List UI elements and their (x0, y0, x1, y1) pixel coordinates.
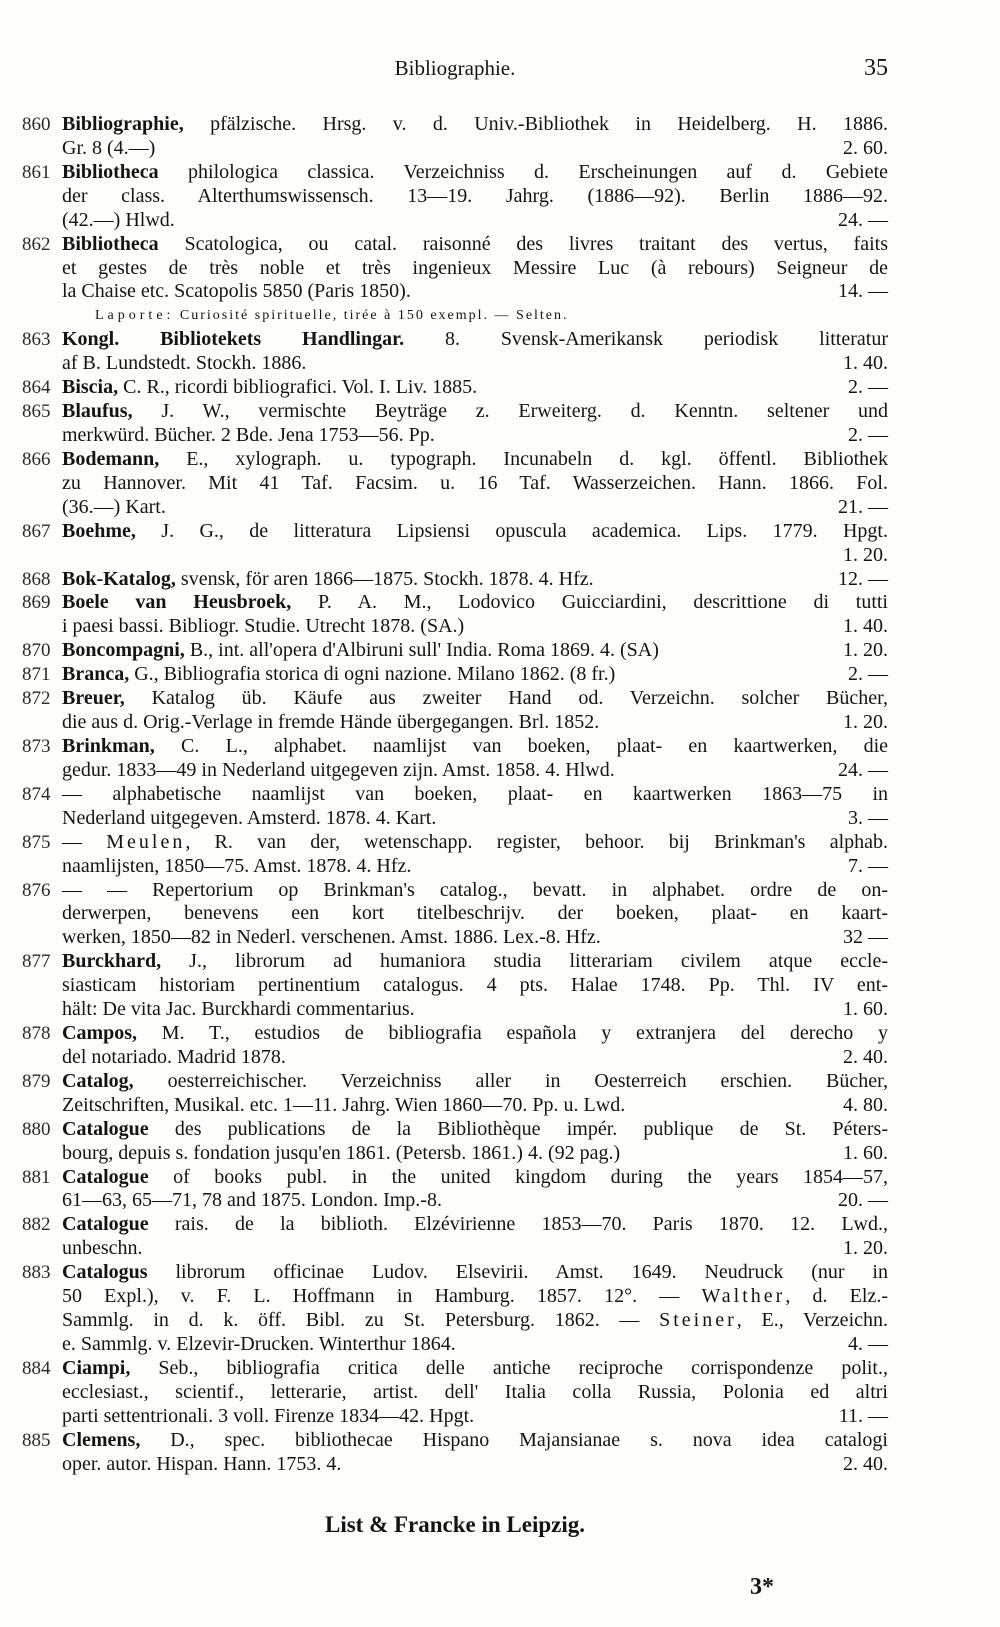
entry-price: 24. — (838, 758, 888, 781)
entry-text: D., spec. bibliothecae Hispano Majansianae s. nova idea catalogi (140, 1428, 888, 1451)
entry-line-text (62, 113, 888, 135)
catalog-entry (22, 734, 888, 783)
entry-text: oper. autor. Hispan. Hann. 1753. 4. (62, 1452, 342, 1475)
entry-line (22, 567, 888, 592)
entry-line (22, 328, 888, 352)
catalog-entry (22, 591, 888, 639)
entry-number: 885 (22, 1429, 51, 1451)
entry-number: 864 (22, 377, 51, 399)
entry-line (62, 472, 888, 496)
entry-number: 872 (22, 688, 51, 710)
catalog-entry (22, 1117, 888, 1166)
entry-line (22, 591, 888, 615)
entry-line (62, 1333, 888, 1357)
entry-line (22, 400, 888, 424)
catalog-entry (22, 447, 888, 520)
entry-line-text (62, 1166, 888, 1188)
entry-text: ecclesiast., scientif., letterarie, artist. dell' Italia colla Russia, Polonia ed altri (62, 1380, 888, 1403)
entry-number: 881 (22, 1166, 51, 1188)
entry-line-text (62, 879, 888, 901)
entry-text: G., Bibliografia storica di ogni nazione. Milano 1862. (8 fr.) (129, 663, 616, 686)
entry-price: 20. — (838, 1189, 888, 1212)
entry-price: 2. — (848, 663, 888, 686)
entry-line (62, 496, 888, 520)
entry-heading: Bok-Katalog, (62, 567, 176, 590)
entry-line-text (62, 1070, 888, 1092)
entry-text: der class. Alterthumswissensch. 13—19. Jahrg. (1886—92). Berlin 1886—92. (62, 184, 888, 207)
entry-line-text (62, 1094, 625, 1118)
entry-line (62, 759, 888, 783)
catalog-entry (22, 639, 888, 663)
entry-heading: Catalogus (62, 1261, 148, 1284)
entry-heading: Boncompagni, (62, 639, 185, 662)
entry-line (62, 1189, 888, 1213)
entry-line (62, 280, 888, 304)
entry-number: 863 (22, 329, 51, 351)
entry-line-text (62, 1237, 143, 1261)
entry-line (22, 1261, 888, 1285)
entry-line (62, 807, 888, 831)
entry-line-text (62, 137, 155, 161)
entry-text: siasticam historiam pertinentium catalogus. 4 pts. Halae 1748. Pp. Thl. IV ent- (62, 974, 888, 997)
entry-heading: Catalogue (62, 1117, 149, 1140)
entry-price: 1. 20. (843, 543, 888, 566)
entry-price: 3. — (848, 806, 888, 829)
catalog-entries (22, 113, 889, 1477)
entry-line-text (62, 376, 477, 400)
entry-line-text (62, 280, 411, 304)
publisher-imprint: List & Francke in Leipzig. (324, 1512, 586, 1537)
entry-text: oesterreichischer. Verzeichniss aller in Oesterreich erschien. Bücher, (133, 1069, 888, 1092)
entry-line-text (62, 424, 435, 448)
entry-text: naamlijsten, 1850—75. Amst. 1878. 4. Hfz. (62, 854, 412, 877)
catalog-entry (22, 328, 888, 376)
entry-line-text (62, 855, 411, 879)
entry-line-text (62, 663, 615, 687)
entry-text: J., librorum ad humaniora studia litterariam civilem atque eccle- (161, 950, 888, 973)
entry-number: 860 (22, 114, 51, 135)
entry-text: Sammlg. in d. k. öff. Bibl. zu St. Petersburg. 1862. — (62, 1309, 660, 1332)
catalog-entry (22, 1356, 888, 1429)
entry-heading: Bibliotheca (62, 232, 159, 255)
entry-price: 12. — (838, 567, 888, 590)
entry-line-text (62, 233, 888, 255)
entry-price: 1. 60. (843, 1141, 888, 1164)
catalog-entry (22, 878, 888, 951)
entry-heading: Campos, (62, 1022, 138, 1045)
entry-heading: Boehme, (62, 519, 136, 542)
entry-line-text (62, 352, 306, 376)
entry-line (62, 185, 888, 209)
entry-line (62, 615, 888, 639)
entry-line (22, 639, 888, 663)
entry-number: 862 (22, 233, 51, 255)
catalog-entry (22, 376, 888, 400)
entry-text: rais. de la biblioth. Elzévirienne 1853—70. Paris 1870. 12. Lwd., (148, 1213, 888, 1236)
entry-heading: Burckhard, (62, 950, 162, 973)
entry-number: 869 (22, 592, 51, 614)
spaced-name: Meulen (106, 830, 186, 853)
entry-text: parti settentrionali. 3 voll. Firenze 1834—42. Hpgt. (62, 1404, 475, 1427)
entry-number: 875 (22, 831, 51, 853)
entry-line (22, 113, 888, 137)
entry-text: of books publ. in the united kingdom during the years 1854—57, (148, 1165, 888, 1188)
entry-text: e. Sammlg. v. Elzevir-Drucken. Winterthur 1864. (62, 1333, 456, 1356)
entry-line (62, 998, 888, 1022)
entry-line (62, 902, 888, 926)
entry-line (22, 687, 888, 711)
entry-price: 4. 80. (843, 1093, 888, 1116)
entry-text: merkwürd. Bücher. 2 Bde. Jena 1753—56. Pp. (62, 423, 435, 446)
entry-text: — alphabetische naamlijst van boeken, plaat- en kaartwerken 1863—75 in (62, 782, 888, 805)
entry-line-text (62, 1261, 888, 1283)
entry-text: (42.—) Hlwd. (62, 208, 175, 231)
entry-text: M. T., estudios de bibliografia española y extranjera del derecho y (137, 1022, 888, 1045)
entry-text: J. G., de litteratura Lipsiensi opuscula academica. Lips. 1779. Hpgt. (135, 519, 888, 542)
entry-number: 882 (22, 1214, 51, 1236)
catalog-entry (22, 782, 888, 831)
entry-line (62, 544, 888, 568)
entry-text: P. A. M., Lodovico Guicciardini, descrittione di tutti (291, 591, 888, 614)
entry-text: bourg, depuis s. fondation jusqu'en 1861. (Petersb. 1861.) 4. (92 pag.) (62, 1141, 621, 1164)
catalog-entry (22, 567, 888, 592)
catalog-entry (22, 1069, 888, 1118)
entry-price: 1. 20. (843, 1237, 888, 1260)
entry-text: werken, 1850—82 in Nederl. verschenen. Amst. 1886. Lex.-8. Hfz. (62, 926, 601, 949)
spaced-name: Steiner (659, 1309, 737, 1332)
entry-line-text (62, 328, 888, 350)
entry-line-text (62, 711, 599, 735)
entry-line-text (62, 1357, 888, 1379)
entry-line-text (62, 257, 888, 279)
entry-line (22, 447, 888, 472)
catalog-entry (22, 400, 888, 448)
entry-text: — — Repertorium op Brinkman's catalog., bevatt. in alphabet. ordre de on- (62, 878, 888, 901)
entry-line-text (62, 807, 436, 831)
entry-line (22, 232, 888, 257)
entry-heading: Bibliographie, (62, 113, 184, 135)
entry-line (62, 1309, 888, 1333)
entry-number: 865 (22, 401, 51, 423)
entry-line-text (62, 950, 888, 972)
entry-line-text (62, 759, 615, 783)
entry-line (22, 1117, 888, 1142)
entry-text: B., int. all'opera d'Albiruni sull' India. Roma 1869. 4. (SA) (184, 639, 659, 662)
entry-text: Nederland uitgegeven. Amsterd. 1878. 4. Kart. (62, 806, 437, 829)
entry-line (62, 855, 888, 879)
entry-line-text (62, 520, 888, 542)
signature-mark: 3* (750, 1574, 774, 1600)
entry-line (62, 1046, 888, 1070)
entry-price: 2. 60. (843, 136, 888, 159)
entry-line (22, 782, 888, 807)
catalog-entry (22, 1261, 888, 1357)
entry-text: 61—63, 65—71, 78 and 1875. London. Imp.-8. (62, 1189, 442, 1212)
catalog-entry (22, 113, 888, 161)
entry-line (22, 1069, 888, 1094)
catalog-entry (22, 1022, 888, 1070)
entry-line-text (62, 687, 888, 709)
entry-heading: Clemens, (62, 1428, 141, 1451)
entry-text: Katalog üb. Käufe aus zweiter Hand od. Verzeichn. solcher Bücher, (124, 687, 888, 710)
entry-number: 870 (22, 640, 51, 662)
entry-text: gedur. 1833—49 in Nederland uitgegeven zijn. Amst. 1858. 4. Hlwd. (62, 758, 615, 781)
entry-price: 1. 20. (843, 639, 888, 662)
entry-text: Gr. 8 (4.—) (62, 136, 156, 159)
entry-line-text (62, 472, 888, 494)
entry-price: 7. — (848, 854, 888, 877)
entry-heading: Branca, (62, 663, 130, 686)
entry-text: zu Hannover. Mit 41 Taf. Facsim. u. 16 Taf. Wasserzeichen. Hann. 1866. Fol. (62, 471, 888, 494)
entry-heading: Kongl. Bibliotekets Handlingar. (62, 328, 405, 351)
entry-line-text (62, 1453, 341, 1477)
entry-line-text (62, 400, 888, 422)
entry-text: i paesi bassi. Bibliogr. Studie. Utrecht 1878. (SA.) (62, 615, 465, 638)
entry-line-text (62, 1046, 286, 1070)
entry-line-text (62, 568, 594, 592)
entry-text: librorum officinae Ludov. Elsevirii. Amst. 1649. Neudruck (nur in (147, 1261, 888, 1284)
entry-text: derwerpen, benevens een kort titelbeschrijv. der boeken, plaat- en kaart- (62, 902, 888, 925)
entry-heading: Ciampi, (62, 1356, 131, 1379)
entry-line-text (62, 1189, 442, 1213)
entry-line (22, 1165, 888, 1190)
entry-line (22, 160, 888, 185)
entry-heading: Boele van Heusbroek, (62, 591, 292, 614)
entry-line (62, 1405, 888, 1429)
catalog-entry (22, 830, 889, 879)
entry-text: , d. Elz.- (785, 1285, 888, 1308)
entry-text: Curiosité spirituelle, tirée à 150 exempl. — Selten. (174, 308, 569, 324)
entry-text: svensk, för aren 1866—1875. Stockh. 1878. 4. Hfz. (175, 567, 594, 590)
entry-line-text (62, 783, 888, 805)
running-head (22, 54, 888, 82)
catalog-entry (22, 687, 888, 735)
entry-number: 880 (22, 1118, 51, 1140)
catalog-entry (22, 950, 888, 1022)
entry-heading: Catalog, (62, 1069, 134, 1092)
entry-line-text (62, 1118, 888, 1140)
entry-line-text (62, 1213, 888, 1235)
entry-line (62, 209, 888, 233)
entry-number: 861 (22, 161, 51, 183)
entry-text: , R. van der, wetenschapp. register, behoor. bij Brinkman's alphab. (185, 830, 889, 853)
entry-number: 871 (22, 664, 51, 686)
entry-line-text (62, 209, 175, 233)
entry-price: 1. 20. (843, 711, 888, 734)
catalog-entry (22, 232, 888, 329)
entry-line (22, 734, 888, 759)
entry-line (22, 519, 888, 544)
entry-line-text (62, 639, 659, 663)
entry-line (62, 352, 888, 376)
entry-line-text (62, 496, 166, 520)
entry-text: (36.—) Kart. (62, 495, 166, 518)
entry-price: 2. — (848, 376, 888, 399)
entry-text: die aus d. Orig.-Verlage in fremde Hände übergegangen. Brl. 1852. (62, 711, 600, 734)
entry-line (22, 1022, 888, 1046)
entry-line (62, 926, 888, 950)
entry-price: 4. — (848, 1333, 888, 1356)
entry-line (62, 424, 888, 448)
entry-text: Seb., bibliografia critica delle antiche reciproche corrispondenze polit., (130, 1356, 888, 1379)
entry-price: 1. 40. (843, 615, 888, 638)
entry-line-text (62, 1309, 888, 1331)
entry-heading: Biscia, (62, 376, 119, 399)
entry-price: 32 — (843, 926, 888, 949)
entry-line-text (62, 974, 888, 996)
entry-price: 1. 40. (843, 352, 888, 375)
entry-text: des publications de la Bibliothèque impér. publique de St. Péters- (148, 1117, 888, 1140)
entry-price: 2. — (848, 423, 888, 446)
entry-text: , E., Verzeichn. (736, 1309, 888, 1332)
entry-number: 883 (22, 1262, 51, 1284)
entry-number: 873 (22, 735, 51, 757)
entry-heading: Blaufus, (62, 400, 133, 423)
entry-line-text (62, 1429, 888, 1451)
entry-text: Scatologica, ou catal. raisonné des livres traitant des vertus, faits (158, 232, 888, 255)
entry-text: et gestes de très noble et très ingenieux Messire Luc (à rebours) Seigneur de (62, 256, 888, 279)
entry-line-text (62, 1022, 888, 1044)
spaced-name: Laporte: (95, 308, 175, 324)
entry-price: 24. — (838, 208, 888, 231)
entry-price: 2. 40. (843, 1045, 888, 1068)
entry-line-text (62, 926, 601, 950)
entry-heading: Catalogue (62, 1165, 149, 1188)
entry-line (22, 878, 888, 903)
entry-number: 884 (22, 1357, 51, 1379)
entry-line (22, 1428, 888, 1453)
entry-number: 866 (22, 448, 51, 470)
entry-line-text (62, 591, 888, 613)
entry-heading: Catalogue (62, 1213, 149, 1236)
entry-heading: Bodemann, (62, 447, 160, 470)
entry-text: pfälzische. Hrsg. v. d. Univ.-Bibliothek in Heidelberg. H. 1886. (183, 113, 888, 135)
entry-line-text (62, 161, 888, 183)
page-number: 35 (864, 55, 888, 81)
entry-heading: Breuer, (62, 687, 125, 710)
entry-line (62, 1142, 888, 1166)
entry-price: 21. — (838, 495, 888, 518)
entry-text: la Chaise etc. Scatopolis 5850 (Paris 1850). (62, 280, 411, 303)
entry-line (62, 1237, 888, 1261)
entry-text: — (62, 830, 107, 853)
entry-line (22, 830, 889, 855)
entry-price: 2. 40. (843, 1452, 888, 1475)
entry-text: E., xylograph. u. typograph. Incunabeln d. kgl. öffentl. Bibliothek (159, 447, 888, 470)
entry-number: 876 (22, 879, 51, 901)
entry-line-text (62, 998, 415, 1022)
catalog-entry (22, 160, 888, 233)
entry-line (62, 1285, 888, 1309)
spaced-name: Walther (701, 1285, 786, 1308)
entry-line (22, 950, 888, 974)
entry-line (22, 376, 888, 400)
entry-line (62, 1381, 888, 1405)
entry-number: 868 (22, 568, 51, 590)
entry-line (62, 1453, 888, 1477)
entry-number: 867 (22, 520, 51, 542)
entry-line-text (62, 831, 888, 853)
entry-line-text (62, 1142, 620, 1166)
catalog-entry (22, 1213, 888, 1261)
entry-line (22, 663, 888, 687)
entry-line-text (62, 1333, 456, 1357)
entry-line (62, 257, 888, 281)
entry-line (62, 1094, 888, 1118)
entry-text: philologica classica. Verzeichniss d. Erscheinungen auf d. Gebiete (158, 160, 888, 183)
entry-text: hält: De vita Jac. Burckhardi commentarius. (62, 998, 415, 1021)
entry-heading: Brinkman, (62, 734, 155, 757)
entry-text: C. R., ricordi bibliografici. Vol. I. Liv. 1885. (118, 376, 478, 399)
entry-note (62, 304, 888, 328)
page-header-title: Bibliographie. (394, 56, 516, 80)
entry-line-text (62, 185, 888, 207)
entry-line-text (62, 448, 888, 470)
entry-line-text (62, 1405, 474, 1429)
entry-line (62, 137, 888, 161)
entry-line-text (62, 615, 464, 639)
entry-line-text (62, 1381, 888, 1403)
entry-line (22, 1213, 888, 1237)
entry-line-text (62, 902, 888, 924)
entry-number: 879 (22, 1070, 51, 1092)
entry-number: 874 (22, 783, 51, 805)
entry-line (22, 1356, 888, 1381)
entry-text: 8. Svensk-Amerikansk periodisk litteratur (404, 328, 888, 351)
entry-line (62, 974, 888, 998)
entry-number: 877 (22, 951, 51, 973)
entry-line-text (62, 1285, 888, 1307)
entry-text: J. W., vermischte Beyträge z. Erweiterg. d. Kenntn. seltener und (132, 400, 888, 423)
entry-number: 878 (22, 1023, 51, 1045)
entry-text: Zeitschriften, Musikal. etc. 1—11. Jahrg. Wien 1860—70. Pp. u. Lwd. (62, 1093, 626, 1116)
entry-heading: Bibliotheca (62, 160, 159, 183)
catalog-entry (22, 519, 888, 568)
catalog-entry (22, 1165, 888, 1214)
entry-text: C. L., alphabet. naamlijst van boeken, plaat- en kaartwerken, die (154, 734, 888, 757)
entry-price: 1. 60. (843, 998, 888, 1021)
catalog-entry (22, 1428, 888, 1477)
entry-text: af B. Lundstedt. Stockh. 1886. (62, 352, 307, 375)
entry-text: del notariado. Madrid 1878. (62, 1045, 286, 1068)
entry-price: 11. — (838, 1404, 888, 1427)
entry-line (62, 711, 888, 735)
entry-line-text (62, 735, 888, 757)
entry-price: 14. — (838, 280, 888, 303)
catalog-entry (22, 663, 888, 687)
entry-text: 50 Expl.), v. F. L. Hoffmann in Hamburg. 1857. 12°. — (62, 1285, 702, 1308)
entry-text: unbeschn. (62, 1237, 143, 1260)
